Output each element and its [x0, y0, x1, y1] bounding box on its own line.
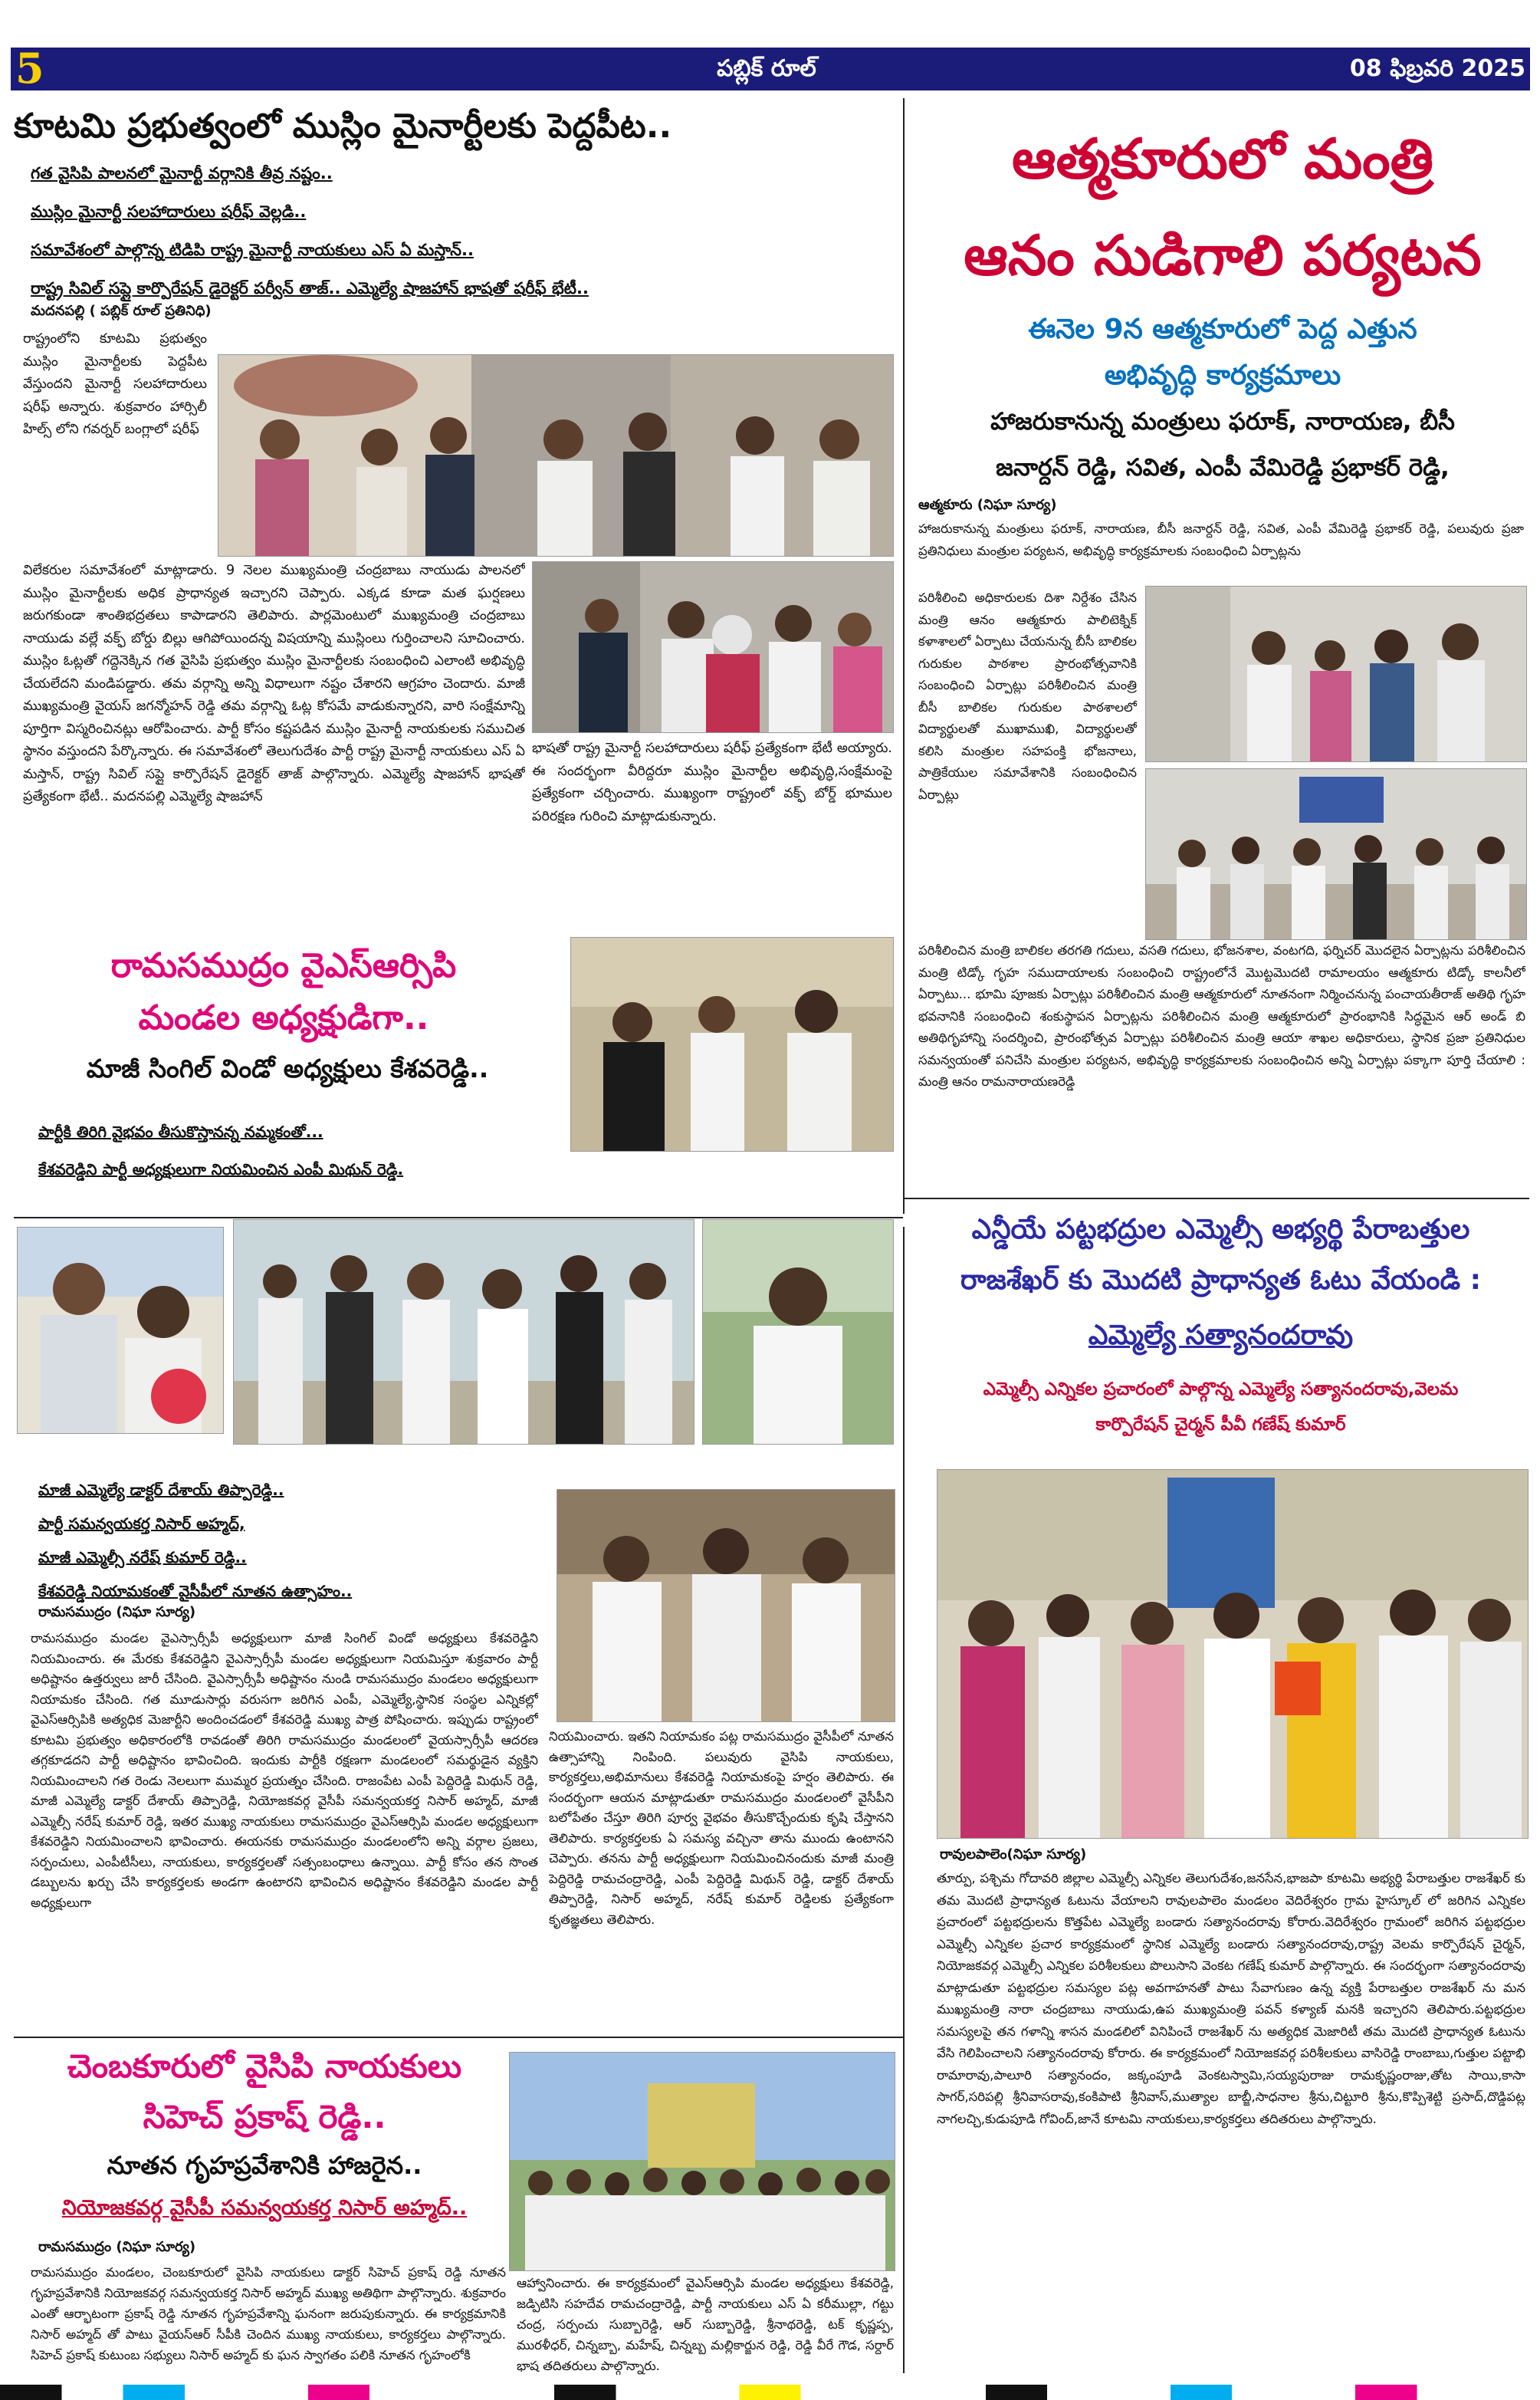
- story1-kicker: సమావేశంలో పాల్గొన్న టిడిపి రాష్ట్ర మైనార్టీ నాయకులు ఎస్ ఏ మస్తాన్..: [31, 241, 474, 259]
- story5-subhead-line2: అభివృద్ధి కార్యక్రమాలు: [1104, 360, 1341, 391]
- story3-kickers: [38, 1476, 537, 1606]
- story5-narrow: పరిశీలించి అధికారులకు దిశా నిర్దేశం చేసిన మంత్రి ఆనం ఆత్మకూరు పాలిటెక్నిక్ కళాశాలలో ఏర్పాటు చేయనున్న బీసీ బాలికల గురుకుల పాఠశాల ప్రారంభోత్సవానికి సంబంధించి ఏర్పాట్లు పరిశీలించిన మంత్రి బీసీ బాలికల గురుకుల పాఠశాలలో విద్యార్థులతో ముఖాముఖి, విద్యార్థులతో కలిసి మంత్రుల సహపంక్తి భోజనాలు, పాత్రికేయుల సమావేశానికి సంబంధించిన ఏర్పాట్లు: [918, 590, 1137, 802]
- story1-para3: భాషతో రాష్ట్ర మైనార్టీ సలహాదారులు షరీఫ్ ప్రత్యేకంగా భేటీ అయ్యారు. ఈ సందర్భంగా వీరిద్దరూ ముస్లిం మైనార్టీల అభివృద్ధి,సంక్షేమంపై ప్రత్యేకంగా చర్చించారు. ముఖ్యంగా రాష్ట్రంలో వక్ఫ్ బోర్డ్ భూముల పరిరక్షణ గురించి మాట్లాడుకున్నారు.: [532, 741, 892, 824]
- story5-headline-line1: ఆత్మకూరులో మంత్రి: [1012, 127, 1433, 191]
- story5-subhead-line1: ఈనెల 9న ఆత్మకూరులో పెద్ద ఎత్తున: [1028, 314, 1417, 345]
- story6-dateline: రావులపాలెం(నిఘా సూర్య): [940, 1846, 1087, 1862]
- story2-kickers: [38, 1118, 560, 1184]
- story3-kicker: మాజీ ఎమ్మెల్యే డాక్టర్ దేశాయ్ తిప్పారెడ్డి..: [38, 1481, 284, 1499]
- story6-subhead-line1: ఎమ్మెల్సీ ఎన్నికల ప్రచారంలో పాల్గొన్న ఎమ్మెల్యే సత్యానందరావు,వెలమ: [983, 1379, 1459, 1399]
- story4-col1: రామసముద్రం మండలం, చెంబకూరులో వైసిపి నాయకులు డాక్టర్ సిహెచ్ ప్రకాష్ రెడ్డి నూతన గృహప్రవేశానికి నియోజకవర్గ సమన్వయకర్త నిసార్ అహ్మద్ ముఖ్య అతిథిగా పాల్గొన్నారు. శుక్రవారం ఎంతో ఆర్భాటంగా ప్రకాష్ రెడ్డి నూతన గృహప్రవేశాన్ని ఘనంగా జరుపుకున్నారు. ఈ కార్యక్రమానికి నిసార్ అహ్మద్ తో పాటు వైయస్ఆర్ సీపీకి చెందిన ముఖ్య నాయకులు, కార్యకర్తలు పాల్గొన్నారు. సిహెచ్ ప్రకాష్ కుటుంబ సభ్యులు నిసార్ అహ్మద్ కు ఘన స్వాగతం పలికి నూతన గృహంలోకి: [31, 2265, 506, 2362]
- story4-headline-line2: సిహెచ్ ప్రకాష్ రెడ్డి..: [143, 2098, 386, 2135]
- story6-subhead-line2: కార్పొరేషన్ చైర్మన్ పీవీ గణేష్ కుమార్: [1095, 1415, 1346, 1435]
- story2-photo-group: [570, 937, 894, 1152]
- story2-subhead: మాజీ సింగిల్ విండో అధ్యక్షులు కేశవరెడ్డి..: [86, 1054, 489, 1083]
- story3-photo-portrait: [17, 1227, 224, 1434]
- story1-kicker: ముస్లిం మైనార్టీ సలహాదారులు షరీఫ్ వెల్లడి..: [31, 202, 307, 221]
- story5-lead: హాజరుకానున్న మంత్రులు ఫరూక్, నారాయణ, బీసీ జనార్దన్ రెడ్డి, సవిత, ఎంపీ వేమిరెడ్డి ప్రభాకర్ రెడ్డి, పలువురు ప్రజా ప్రతినిధులు మంత్రుల పర్యటన, అభివృద్ధి కార్యక్రమాలకు సంబంధించి ఏర్పాట్లను: [918, 521, 1524, 558]
- paper-name: పబ్లిక్ రూల్: [717, 55, 816, 82]
- registration-strip: [0, 2385, 1540, 2400]
- story3-kicker: కేశవరెడ్డి నియామకంతో వైసీపీలో నూతన ఉత్సాహం..: [38, 1582, 353, 1600]
- story3-photo-three-men: [557, 1489, 895, 1722]
- story2-kicker: పార్టీకి తిరిగి వైభవం తీసుకొస్తానన్న నమ్మకంతో...: [38, 1123, 323, 1141]
- story1-kickers: [31, 159, 889, 303]
- story3-photo-single: [702, 1219, 894, 1445]
- story4-dateline: రామసముద్రం (నిఘా సూర్య): [38, 2239, 196, 2255]
- story5-photo-inspection: [1145, 586, 1527, 762]
- story6-headline-line2: రాజశేఖర్ కు మొదటి ప్రాధాన్యత ఓటు వేయండి :: [960, 1264, 1482, 1296]
- story6-headline-line1: ఎన్డీయే పట్టభద్రుల ఎమ్మెల్సీ అభ్యర్థి పేరాబత్తుల: [971, 1214, 1470, 1245]
- story1-para1: రాష్ట్రంలోని కూటమి ప్రభుత్వం ముస్లిం మైనార్టీలకు పెద్దపీట వేస్తుందని మైనార్టీ సలహాదారులు షరీఫ్ అన్నారు. శుక్రవారం హార్సిలీ హిల్స్ లోని గవర్నర్ బంగ్లాలో షరీఫ్: [23, 331, 207, 437]
- story2-kicker: కేశవరెడ్డిని పార్టీ అధ్యక్షులుగా నియమించిన ఎంపీ మిథున్ రెడ్డి.: [38, 1160, 404, 1179]
- story5-deck-line1: హాజరుకానున్న మంత్రులు ఫరూక్, నారాయణ, బీసీ: [990, 408, 1455, 436]
- story3-kicker: పార్టీ సమన్వయకర్త నిసార్ అహ్మద్,: [38, 1514, 245, 1533]
- story6-headline-line3: ఎమ్మెల్యే సత్యానందరావు: [1088, 1320, 1354, 1351]
- story4-subhead: నూతన గృహప్రవేశానికి హాజరైన..: [107, 2151, 422, 2180]
- story1-kicker: గత వైసిపి పాలనలో మైనార్టీ వర్గానికి తీవ్ర నష్టం..: [31, 164, 333, 182]
- story4-subhead2: నియోజకవర్గ వైసీపీ సమన్వయకర్త నిసార్ అహ్మద్..: [61, 2196, 468, 2220]
- column-divider: [903, 98, 905, 1214]
- story5-headline-line2: ఆనం సుడిగాలి పర్యటన: [964, 223, 1482, 288]
- story1-photo-felicitation: [532, 561, 894, 733]
- story1-headline: కూటమి ప్రభుత్వంలో ముస్లిం మైనార్టీలకు పెద్దపీట..: [14, 107, 672, 146]
- story1-dateline: మదనపల్లి ( పబ్లిక్ రూల్ ప్రతినిధి): [31, 303, 212, 319]
- story4-col2: ఆహ్వానించారు. ఈ కార్యక్రమంలో వైఎస్ఆర్సిపి మండల అధ్యక్షులు కేశవరెడ్డి, జడ్పిటిసి సహదేవ రామచంద్రారెడ్డి, పార్టీ నాయకులు ఎస్ ఏ కరీముల్లా, గట్టు చంద్ర, సర్పంచు సుబ్బారెడ్డి, ఆర్ సుబ్బారెడ్డి, శ్రీనాథరెడ్డి, టక్ కృష్ణప్ప, మురళీధర్, చిన్నబ్బా, మహేష్, చిన్నబ్బ మల్లికార్జున రెడ్డి, రెడ్డి వీరే గౌడ, సర్దార్ భాష తదితరులు పాల్గొన్నారు.: [517, 2276, 894, 2373]
- story2-headline-line1: రామసముద్రం వైఎస్ఆర్సిపి: [110, 946, 457, 985]
- story1-photo-meeting: [218, 354, 894, 557]
- story4-headline-line1: చెంబకూరులో వైసిపి నాయకులు: [67, 2047, 462, 2085]
- story1-para2: విలేకరుల సమావేశంలో మాట్లాడారు. 9 నెలల ముఖ్యమంత్రి చంద్రబాబు నాయుడు పాలనలో ముస్లిం మైనార్టీలకు అధిక ప్రాధాన్యత ఇచ్చారని చెప్పారు. ఎక్కడ కూడా మత ఘర్షణలు జరుగకుండా శాంతిభద్రతలు కాపాడారని తెలిపారు. పార్లమెంటులో ముఖ్యమంత్రి చంద్రబాబు నాయుడు వల్లే వక్ఫ్ బోర్డు బిల్లు ఆగిపోయిందన్న విషయాన్ని ముస్లింలు గుర్తించాలని సూచించారు. ముస్లిం ఓట్లతో గద్దెనెక్కిన గత వైసిపి ప్రభుత్వం ముస్లిం మైనార్టీలకు సంబంధించి ఎలాంటి అభివృద్ధి చేయలేదని మండిపడ్డారు. తమ వర్గాన్ని అన్ని విధాలుగా నష్టం చేశారని ఆగ్రహం చెందారు. మాజీ ముఖ్యమంత్రి వైయస్ జగన్మోహన్ రెడ్డి తమ వర్గాన్ని ఓట్ల కోసమే వాడుకున్నారని, వారి సంక్షేమాన్ని పూర్తిగా విస్మరించినట్లు ఆరోపించారు. పార్టీ కోసం కష్టపడిన ముస్లిం మైనార్టీ నాయకులకు సముచిత స్థానం వస్తుందని పేర్కొన్నారు. ఈ సమావేశంలో తెలుగుదేశం పార్టీ రాష్ట్ర మైనార్టీ నాయకులు ఎస్ ఏ మస్తాన్, రాష్ట్ర సివిల్ సప్లై కార్పొరేషన్ డైరెక్టర్ తాజ్ పాల్గొన్నారు. ఎమ్మెల్యే షాజహాన్ భాషతో ప్రత్యేకంగా భేటీ.. మదనపల్లి ఎమ్మెల్యే షాజహాన్: [23, 563, 525, 804]
- story4-photo-group: [509, 2052, 895, 2271]
- story2-headline-line2: మండల అధ్యక్షుడిగా..: [138, 998, 429, 1037]
- section-divider: [14, 1217, 903, 1218]
- story5-dateline: ఆత్మకూరు (నిఘా సూర్య): [918, 497, 1057, 513]
- issue-date: 08 ఫిబ్రవరి 2025: [1349, 55, 1525, 82]
- story3-col1: రామసముద్రం మండల వైఎస్సార్సీపీ అధ్యక్షులుగా మాజీ సింగిల్ విండో అధ్యక్షులు కేశవరెడ్డిని నియమించారు. ఈ మేరకు కేశవరెడ్డిని వైఎస్సార్సీపీ మండల అధ్యక్షులుగా నియమిస్తూ శుక్రవారం పార్టీ అధిష్టానం ఉత్తర్వులు జారీ చేసింది. వైఎస్సార్సీపీ అధిష్టానం నుండి రామసముద్రం మండలం అధ్యక్షులుగా నియామకం చేసింది. గత మూడుసార్లు వరుసగా జరిగిన ఎంపీ, ఎమ్మెల్యే,స్థానిక సంస్థల ఎన్నికల్లో వైఎస్ఆర్సిపికి అత్యధిక మెజార్టీని అందించడంలో కేశవరెడ్డి ముఖ్య పాత్ర పోషించారు. ఇప్పుడు రాష్ట్రంలో కూటమి ప్రభుత్వం అధికారంలోకి రావడంతో తిరిగి రామసముద్రం మండలంలో వైయస్సార్సీపీ ఆదరణ తగ్గకూడదని పార్టీ అధిష్టానం భావించింది. ఇందుకు పార్టీకి రక్షణగా మండలంలో సమర్థుడైన వ్యక్తిని నియమించాలని గత రెండు నెలలుగా ముమ్మర ప్రయత్నం చేసింది. రాజంపేట ఎంపీ పెద్దిరెడ్డి మిథున్ రెడ్డి, మాజీ ఎమ్మెల్యే డాక్టర్ దేశాయ్ తిప్పారెడ్డి, నియోజకవర్గ వైసీపీ సమన్వయకర్త నిసార్ అహ్మద్, మాజీ ఎమ్మెల్సీ నరేష్ కుమార్ రెడ్డి, ఇతర ముఖ్య నాయకులు రామసముద్రం వైఎస్ఆర్సిపి మండల అధ్యక్షులుగా కేశవరెడ్డిని నియమించాలని భావించారు. ఈయనకు రామసముద్రం మండలంలోని అన్ని వర్గాల ప్రజలు, సర్పంచులు, ఎంపీటీసీలు, నాయకులు, కార్యకర్తలతో సత్సంబంధాలు ఉన్నాయి. పార్టీ కోసం తన సొంత డబ్బులను ఖర్చు చేసి కార్యకర్తలకు అండగా ఉంటారని భావించిన అధిష్టానం కేశవరెడ్డిని మండల పార్టీ అధ్యక్షులుగా: [31, 1631, 538, 1910]
- story3-kicker: మాజీ ఎమ్మెల్సీ నరేష్ కుమార్ రెడ్డి..: [38, 1548, 247, 1567]
- story3-photo-meeting: [233, 1219, 694, 1445]
- column-divider: [903, 1227, 905, 2373]
- story3-dateline: రామసముద్రం (నిఘా సూర్య): [38, 1604, 196, 1620]
- page-number: 5: [15, 44, 44, 93]
- story6-photo-campaign: [937, 1469, 1529, 1839]
- story1-kicker: రాష్ట్ర సివిల్ సప్లై కార్పొరేషన్ డైరెక్టర్ పర్వీన్ తాజ్.. ఎమ్మెల్యే షాజహాన్ భాషతో షరీఫ్ భేటీ..: [31, 279, 589, 298]
- story5-wide: పరిశీలించిన మంత్రి బాలికల తరగతి గదులు, వసతి గదులు, భోజనశాల, వంటగది, ఫర్నిచర్ మొదలైన ఏర్పాట్లను పరిశీలించిన మంత్రి టిడ్కో గృహ సముదాయాలకు సంబంధించి రాష్ట్రంలోనే మొట్టమొదటి రామాలయం ఆత్మకూరు టిడ్కో కాలనీలో ఏర్పాటు... భూమి పూజకు ఏర్పాట్లు పరిశీలించిన మంత్రి ఆత్మకూరులో నూతనంగా నిర్మించనున్న పంచాయతీరాజ్ అతిథి గృహ భవనానికి సంబంధించి శంకుస్థాపన ఏర్పాట్లను పరిశీలించిన మంత్రి ఆత్మకూరులో ప్రారంభానికి సిద్ధమైన ఆర్ అండ్ బి అతిథిగృహాన్ని సందర్శించి, ప్రారంభోత్సవ ఏర్పాట్లు పరిశీలించిన మంత్రి ఆయా శాఖల అధికారులు, స్థానిక ప్రజా ప్రతినిధుల సమన్వయంతో పనిచేసి మంత్రుల పర్యటన, అభివృద్ధి కార్యక్రమాలకు సంబంధించిన అన్ని ఏర్పాట్లు పక్కాగా పూర్తి చేయాలి : మంత్రి ఆనం రామనారాయణరెడ్డి: [918, 943, 1525, 1089]
- story5-photo-hall: [1145, 768, 1527, 940]
- section-divider: [905, 1198, 1529, 1199]
- story3-col2: నియమించారు. ఇతని నియామకం పట్ల రామసముద్రం వైసీపీలో నూతన ఉత్సాహాన్ని నింపింది. పలువురు వైసిపి నాయకులు, కార్యకర్తలు,అభిమానులు కేశవరెడ్డి నియామకంపై హర్షం తెలిపారు. ఈ సందర్భంగా ఆయన మాట్లాడుతూ రామసముద్రం మండలంలో వైసీపీని బలోపేతం చేస్తూ తిరిగి పూర్వ వైభవం తీసుకొచ్చేందుకు కృషి చేస్తానని తెలిపారు. కార్యకర్తలకు ఏ సమస్య వచ్చినా తాను ముందు ఉంటానని చెప్పారు. తనను పార్టీ అధ్యక్షులుగా నియమించినందుకు మాజీ మంత్రి పెద్దిరెడ్డి రామచంద్రారెడ్డి, ఎంపీ పెద్దిరెడ్డి మిథున్ రెడ్డి, డాక్టర్ దేశాయ్ తిప్పారెడ్డి, నిసార్ అహ్మద్, నరేష్ కుమార్ రెడ్డిలకు ప్రత్యేకంగా కృతజ్ఞతలు తెలిపారు.: [549, 1729, 894, 1927]
- section-divider: [14, 2037, 903, 2038]
- story5-deck-line2: జనార్దన్ రెడ్డి, సవిత, ఎంపీ వేమిరెడ్డి ప్రభాకర్ రెడ్డి,: [996, 454, 1450, 482]
- story6-body: తూర్పు, పశ్చిమ గోదావరి జిల్లాల ఎమ్మెల్సీ ఎన్నికల తెలుగుదేశం,జనసేన,భాజపా కూటమి అభ్యర్థి పేరాబత్తుల రాజశేఖర్ కు తమ మొదటి ప్రాధాన్యత ఓటును వేయాలని రావులపాలెం మండలం వెదిరేశ్వరం గ్రామ హైస్కూల్ లో జరిగిన ఎన్నికల ప్రచారంలో పట్టభద్రులను కొత్తపేట ఎమ్మెల్యే బండారు సత్యానందరావు కోరారు.వెదిరేశ్వరం గ్రామంలో జరిగిన పట్టభద్రుల ఎమ్మెల్సీ ఎన్నికల ప్రచార కార్యక్రమంలో స్థానిక ఎమ్మెల్యే బండారు సత్యానందరావు,రాష్ట్ర వెలమ కార్పొరేషన్ చైర్మన్, నియోజకవర్గ ఎమ్మెల్సీ ఎన్నికల పరిశీలకులు పొలుసాని వెంకట గణేష్ కుమార్ పాల్గొన్నారు. ఈ సందర్భంగా సత్యానందరావు మాట్లాడుతూ పట్టభద్రుల సమస్యల పట్ల అవగాహనతో పాటు సేవాగుణం ఉన్న వ్యక్తి పేరాబత్తుల రాజశేఖర్ ను మన ముఖ్యమంత్రి నారా చంద్రబాబు నాయుడు,ఉప ముఖ్యమంత్రి పవన్ కళ్యాణ్ మనకి ఇచ్చారని తెలిపారు.పట్టభద్రుల సమస్యలపై తన గళాన్ని శాసన మండలిలో వినిపించే రాజశేఖర్ ను అత్యధిక మెజారిటీ తమ మొదటి ప్రాధాన్యత ఓటును వేసి గెలిపించాలని సత్యానందరావు కోరారు. ఈ కార్యక్రమంలో నియోజకవర్గ పరిశీలకులు వాసిరెడ్డి రాంబాబు,గుత్తుల పట్టాభి రామారావు,పాలూరి సత్యానందం, జక్కంపూడి వెంకటస్వామి,సయ్యపురాజు రామకృష్ణంరాజు,తోట సాయి,కాసా సాగర్,సరిపల్లి శ్రీనివాసరావు,కంకిపాటి శ్రీనివాస్,ముత్యాల బాబ్జీ,సాధనాల శ్రీను,చిట్టూరి శ్రీను,కొప్పిశెట్టి ప్రసాద్,దొడ్డిపట్ల నాగలచ్చి,కుడుపూడి గోవింద్,జానే కూటమి నాయకులు,కార్యకర్తలు తదితరులు పాల్గొన్నారు.: [937, 1871, 1525, 2126]
